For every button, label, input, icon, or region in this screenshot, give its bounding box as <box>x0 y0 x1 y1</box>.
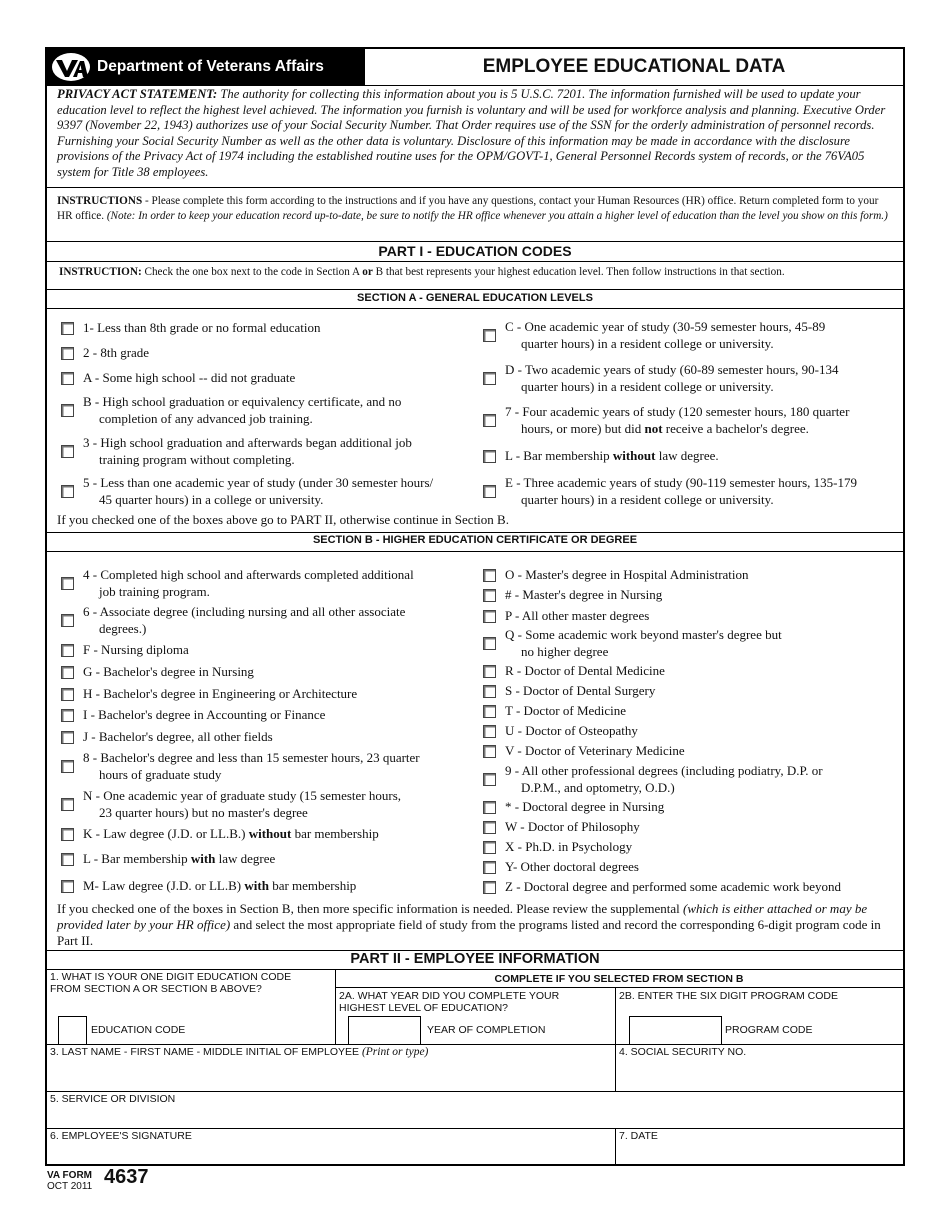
option-label: 2 - 8th grade <box>83 345 150 360</box>
checkbox[interactable] <box>483 685 496 698</box>
option-label <box>505 447 719 464</box>
divider <box>47 969 903 970</box>
checkbox[interactable] <box>61 322 74 335</box>
q7-label: 7. DATE <box>619 1130 658 1142</box>
checkbox[interactable] <box>61 372 74 385</box>
option-label-line-2 <box>505 420 849 437</box>
checkbox[interactable] <box>61 614 74 627</box>
section-b-note-text: If you checked one of the boxes in Section B, then more specific information is needed. Please review the supplemental <box>57 901 683 916</box>
option-label-line-1: 8 - Bachelor's degree and less than 15 semester hours, 23 quarter <box>83 750 420 765</box>
checkbox[interactable] <box>61 688 74 701</box>
option-label: 1- Less than 8th grade or no formal education <box>83 320 321 335</box>
option-label: S - Doctor of Dental Surgery <box>505 683 656 698</box>
checkbox[interactable] <box>483 773 496 786</box>
section-b-subheader: COMPLETE IF YOU SELECTED FROM SECTION B <box>494 973 744 985</box>
part1-instruction-or: or <box>362 266 373 278</box>
option-label <box>505 403 849 437</box>
checkbox[interactable] <box>483 485 496 498</box>
option-label <box>83 434 412 468</box>
part1-instruction <box>59 266 785 278</box>
option-label <box>83 850 275 867</box>
checkbox[interactable] <box>483 637 496 650</box>
option-label: # - Master's degree in Nursing <box>505 587 663 602</box>
option-label-line-2: quarter hours) in a resident college or university. <box>521 492 774 507</box>
option-label: U - Doctor of Osteopathy <box>505 723 638 738</box>
option-label-part: bar membership <box>268 878 357 893</box>
option-label-line-1: 9 - All other professional degrees (including podiatry, D.P. or <box>505 763 823 778</box>
checkbox[interactable] <box>483 372 496 385</box>
option-label-line-1: 4 - Completed high school and afterwards completed additional <box>83 567 414 582</box>
option-label <box>505 318 825 352</box>
option-label-line-1: Q - Some academic work beyond master's degree but <box>505 627 782 642</box>
education-code-label: EDUCATION CODE <box>91 1024 186 1036</box>
option-label <box>505 626 782 660</box>
checkbox[interactable] <box>483 414 496 427</box>
option-label-line-2: hours of graduate study <box>99 767 222 782</box>
option-label <box>83 877 356 894</box>
checkbox[interactable] <box>483 450 496 463</box>
ssn-field[interactable] <box>616 1045 903 1091</box>
option-label-line-2: D.P.M., and optometry, O.D.) <box>521 780 675 795</box>
option-label: A - Some high school -- did not graduate <box>83 370 296 385</box>
option-label: O - Master's degree in Hospital Administration <box>505 567 749 582</box>
part2-title: PART II - EMPLOYEE INFORMATION <box>350 951 600 967</box>
form-frame <box>45 47 905 1166</box>
option-label-part: bar membership <box>291 826 379 841</box>
part1-instruction-text-2: B that best represents your highest education level. Then follow instructions in that section. <box>372 266 785 278</box>
q2a-label: 2A. WHAT YEAR DID YOU COMPLETE YOUR HIGHEST LEVEL OF EDUCATION? <box>339 990 560 1014</box>
option-label-emphasis: without <box>248 826 292 841</box>
service-division-field[interactable] <box>47 1092 903 1128</box>
instructions-text: - Please complete this form according to the instructions and if you have any questions, contact your Human Resources (HR) office. Return completed form to your HR office. <box>57 195 879 222</box>
date-field[interactable] <box>616 1129 903 1165</box>
q3-hint: (Print or type) <box>361 1046 429 1058</box>
option-label-line-1: D - Two academic years of study (60-89 semester hours, 90-134 <box>505 362 839 377</box>
q5-label: 5. SERVICE OR DIVISION <box>50 1093 176 1105</box>
option-label-line-2: 45 quarter hours) in a college or university. <box>99 492 324 507</box>
option-label: P - All other master degrees <box>505 608 650 623</box>
option-label-emphasis: without <box>612 448 656 463</box>
option-label-line-1: N - One academic year of graduate study (15 semester hours, <box>83 788 402 803</box>
option-label: T - Doctor of Medicine <box>505 703 627 718</box>
checkbox[interactable] <box>483 329 496 342</box>
program-code-input[interactable] <box>629 1016 722 1045</box>
divider <box>47 532 903 533</box>
instructions-note: (Note: In order to keep your education record up-to-date, be sure to notify the HR office whenever you attain a higher level of education than the level you show on this form.) <box>106 210 888 222</box>
option-label: * - Doctoral degree in Nursing <box>505 799 665 814</box>
checkbox[interactable] <box>483 725 496 738</box>
form-number: 4637 <box>104 1166 149 1188</box>
q2b-label: 2B. ENTER THE SIX DIGIT PROGRAM CODE <box>619 990 838 1002</box>
divider <box>47 551 903 552</box>
option-label <box>83 393 401 427</box>
divider <box>47 289 903 290</box>
q4-label: 4. SOCIAL SECURITY NO. <box>619 1046 747 1058</box>
option-label-part: L - Bar membership <box>505 448 613 463</box>
divider <box>47 187 903 188</box>
option-label <box>83 749 420 783</box>
option-label: H - Bachelor's degree in Engineering or Architecture <box>83 686 358 701</box>
option-label <box>83 603 405 637</box>
option-label-line-2: training program without completing. <box>99 452 295 467</box>
option-label <box>83 566 414 600</box>
section-b-note <box>57 901 893 949</box>
option-label-line-2: quarter hours) in a resident college or university. <box>521 379 774 394</box>
section-b-note-text-2: and select the most appropriate field of study from the programs listed and record the corresponding 6-digit program code in Part II. <box>57 917 881 948</box>
option-label-part: law degree. <box>655 448 719 463</box>
option-label-part: M- Law degree (J.D. or LL.B) <box>83 878 245 893</box>
option-label: J - Bachelor's degree, all other fields <box>83 729 273 744</box>
option-label-part: law degree <box>215 851 276 866</box>
instructions-label: INSTRUCTIONS <box>57 195 143 207</box>
option-label: R - Doctor of Dental Medicine <box>505 663 665 678</box>
option-label-line-1: C - One academic year of study (30-59 semester hours, 45-89 <box>505 319 826 334</box>
q3-label-text: 3. LAST NAME - FIRST NAME - MIDDLE INITIAL OF EMPLOYEE <box>50 1046 362 1058</box>
checkbox[interactable] <box>483 665 496 678</box>
privacy-text: The authority for collecting this information about you is 5 U.S.C. 7201. The information furnished will be used to update your education level to reflect the highest level achieved. The information you furnish is voluntary and will be used for workforce analysis and planning. Executive Order 9397 (November 22, 1943) authorizes use of your Social Security Number. That Order requires use of the SSN for the orderly administration of personnel records. Furnishing your Social Security Number as well as the other data is voluntary. Disclosure of this information may be made in accordance with the disclosure provisions of the Privacy Act of 1974 including the established routine uses for the OPM/GOVT-1, General Personnel Records system of records, or the 76VA05 system for Title 38 employees. <box>57 87 886 179</box>
va-header-banner <box>47 49 365 85</box>
option-label: I - Bachelor's degree in Accounting or Finance <box>83 707 326 722</box>
divider <box>615 987 616 1044</box>
option-label-emphasis: with <box>244 878 269 893</box>
option-label-emphasis: not <box>644 421 663 436</box>
checkbox[interactable] <box>61 880 74 893</box>
section-a-title: SECTION A - GENERAL EDUCATION LEVELS <box>357 292 593 304</box>
option-label <box>83 474 433 508</box>
checkbox[interactable] <box>61 577 74 590</box>
checkbox[interactable] <box>483 589 496 602</box>
checkbox[interactable] <box>483 821 496 834</box>
form-title: EMPLOYEE EDUCATIONAL DATA <box>482 56 786 77</box>
q6-label: 6. EMPLOYEE'S SIGNATURE <box>50 1130 192 1142</box>
checkbox[interactable] <box>61 760 74 773</box>
checkbox[interactable] <box>483 801 496 814</box>
option-label-line-1: 3 - High school graduation and afterwards began additional job <box>83 435 412 450</box>
checkbox[interactable] <box>61 853 74 866</box>
education-code-input[interactable] <box>58 1016 87 1045</box>
option-label: W - Doctor of Philosophy <box>505 819 640 834</box>
instructions <box>57 194 893 224</box>
q1-label: 1. WHAT IS YOUR ONE DIGIT EDUCATION CODE FROM SECTION A OR SECTION B ABOVE? <box>50 971 292 995</box>
year-of-completion-label: YEAR OF COMPLETION <box>427 1024 546 1036</box>
year-of-completion-input[interactable] <box>348 1016 421 1045</box>
option-label <box>505 762 823 796</box>
option-label: Z - Doctoral degree and performed some academic work beyond <box>505 879 842 894</box>
checkbox[interactable] <box>61 798 74 811</box>
checkbox[interactable] <box>483 569 496 582</box>
checkbox[interactable] <box>61 644 74 657</box>
va-form-label: VA FORM <box>47 1170 92 1181</box>
option-label-part: receive a bachelor's degree. <box>662 421 809 436</box>
option-label <box>83 787 401 821</box>
section-b-title: SECTION B - HIGHER EDUCATION CERTIFICATE OR DEGREE <box>312 534 638 546</box>
option-label <box>83 825 379 842</box>
option-label-emphasis: with <box>190 851 216 866</box>
section-a-note: If you checked one of the boxes above go to PART II, otherwise continue in Section B. <box>57 512 509 527</box>
option-label: Y- Other doctoral degrees <box>505 859 639 874</box>
part1-instruction-label: INSTRUCTION: <box>59 266 142 278</box>
option-label-line-1: 6 - Associate degree (including nursing and all other associate <box>83 604 406 619</box>
checkbox[interactable] <box>483 745 496 758</box>
option-label: X - Ph.D. in Psychology <box>505 839 633 854</box>
part1-instruction-text: Check the one box next to the code in Section A <box>141 266 363 278</box>
option-label <box>505 361 839 395</box>
divider <box>47 308 903 309</box>
signature-field[interactable] <box>47 1129 615 1165</box>
option-label-line-2: quarter hours) in a resident college or university. <box>521 336 774 351</box>
divider <box>47 85 903 86</box>
option-label-line-2: completion of any advanced job training. <box>99 411 313 426</box>
checkbox[interactable] <box>483 881 496 894</box>
checkbox[interactable] <box>61 347 74 360</box>
checkbox[interactable] <box>483 705 496 718</box>
privacy-label: PRIVACY ACT STATEMENT: <box>57 87 218 101</box>
checkbox[interactable] <box>61 709 74 722</box>
checkbox[interactable] <box>483 610 496 623</box>
option-label-part: L - Bar membership <box>83 851 191 866</box>
option-label <box>505 474 857 508</box>
program-code-label: PROGRAM CODE <box>725 1024 813 1036</box>
checkbox[interactable] <box>483 841 496 854</box>
option-label-line-1: 7 - Four academic years of study (120 semester hours, 180 quarter <box>505 404 850 419</box>
option-label-line-2: job training program. <box>99 584 210 599</box>
divider <box>47 241 903 242</box>
option-label-line-2: no higher degree <box>521 644 609 659</box>
option-label-line-1: B - High school graduation or equivalency certificate, and no <box>83 394 402 409</box>
divider <box>47 261 903 262</box>
option-label: F - Nursing diploma <box>83 642 189 657</box>
q3-label <box>50 1046 428 1058</box>
employee-name-field[interactable] <box>47 1045 615 1091</box>
checkbox[interactable] <box>61 828 74 841</box>
checkbox[interactable] <box>61 404 74 417</box>
divider <box>335 987 903 988</box>
option-label-part: K - Law degree (J.D. or LL.B.) <box>83 826 249 841</box>
option-label-line-2: 23 quarter hours) but no master's degree <box>99 805 308 820</box>
checkbox[interactable] <box>61 731 74 744</box>
part1-title: PART I - EDUCATION CODES <box>378 243 572 259</box>
option-label: V - Doctor of Veterinary Medicine <box>505 743 685 758</box>
checkbox[interactable] <box>61 666 74 679</box>
checkbox[interactable] <box>61 445 74 458</box>
option-label-line-1: 5 - Less than one academic year of study (under 30 semester hours/ <box>83 475 434 490</box>
option-label-line-1: E - Three academic years of study (90-119 semester hours, 135-179 <box>505 475 857 490</box>
option-label-part: hours, or more) but did <box>521 421 645 436</box>
option-label-line-2: degrees.) <box>99 621 147 636</box>
privacy-act-statement <box>57 87 893 181</box>
option-label: G - Bachelor's degree in Nursing <box>83 664 254 679</box>
va-logo-icon <box>51 52 91 82</box>
section-b-note-italic: (which is either attached or may be provided later by your HR office) <box>57 901 868 932</box>
department-name: Department of Veterans Affairs <box>97 58 324 75</box>
checkbox[interactable] <box>483 861 496 874</box>
checkbox[interactable] <box>61 485 74 498</box>
form-date: OCT 2011 <box>47 1181 93 1192</box>
